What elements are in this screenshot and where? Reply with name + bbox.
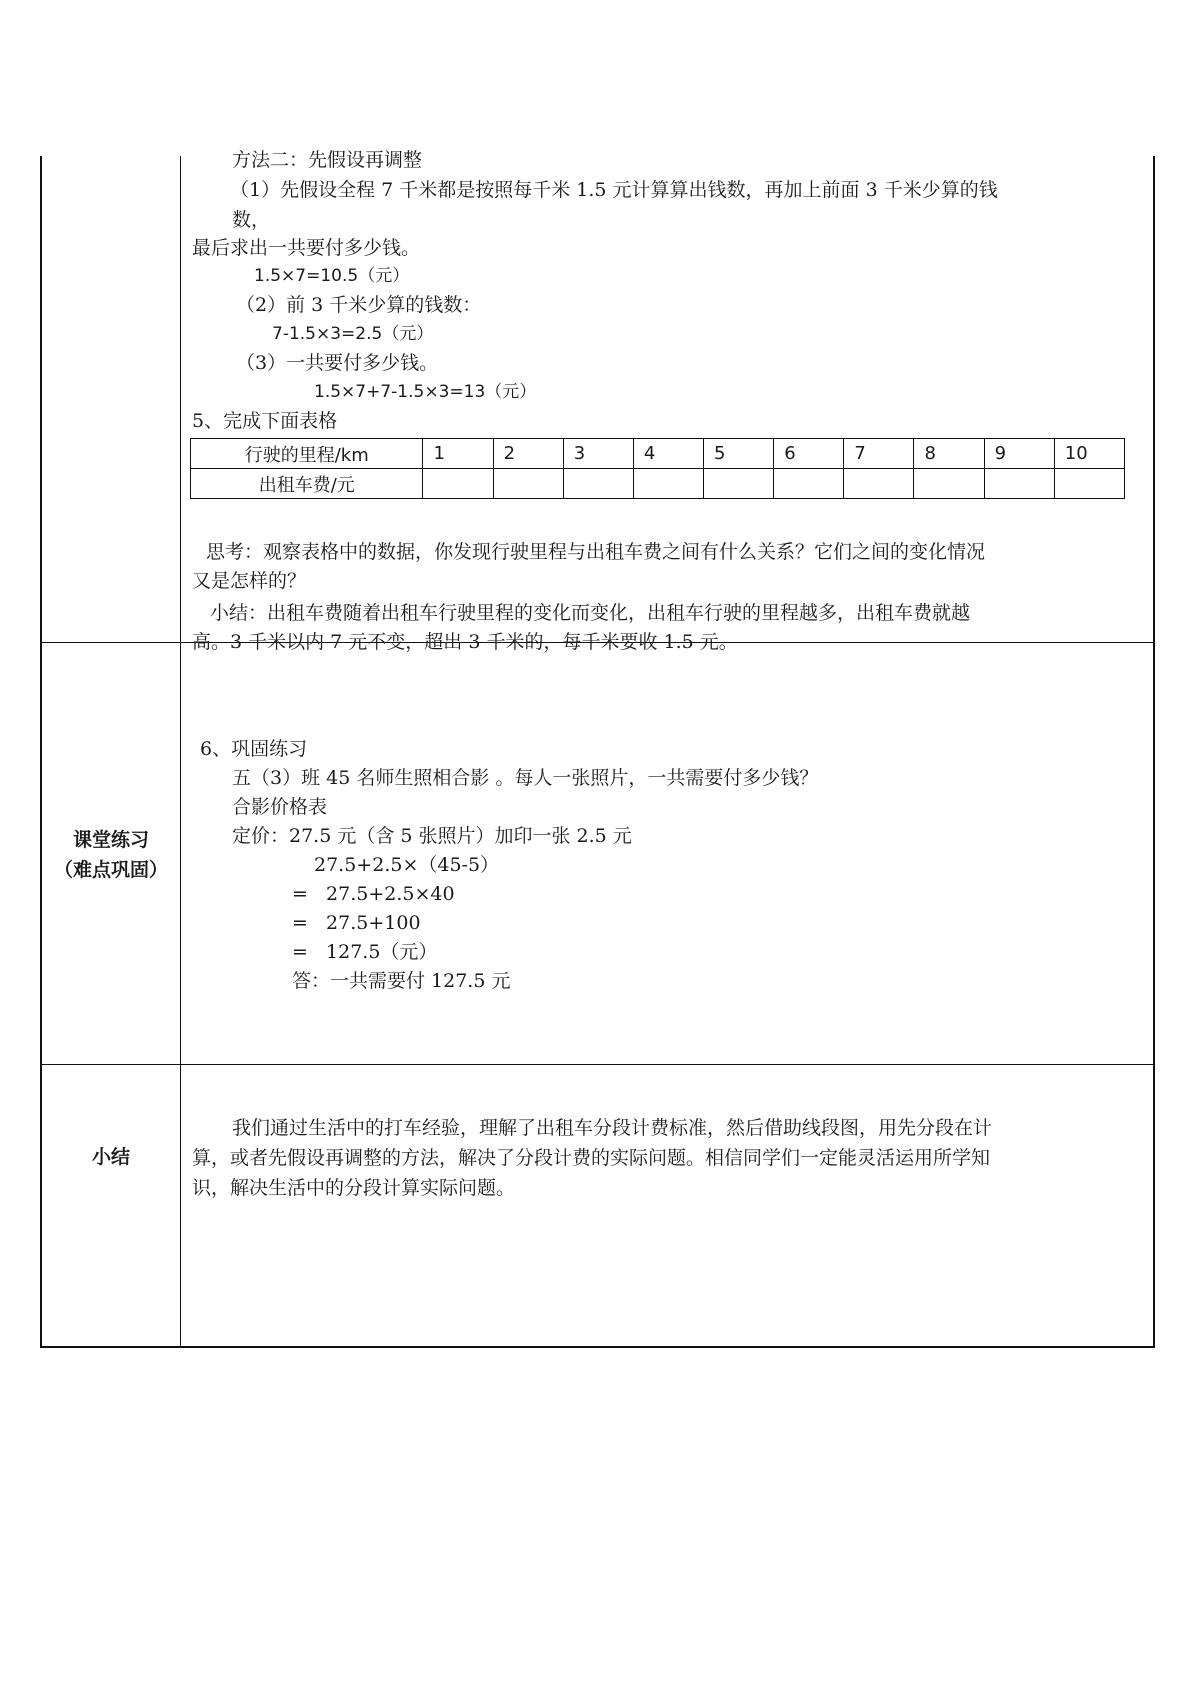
fare-row (191, 469, 1125, 499)
inline-summary-line2: 高。3 千米以内 7 元不变，超出 3 千米的，每千米要收 1.5 元。 (192, 631, 738, 653)
method2-step2: （2）前 3 千米少算的钱数： (236, 294, 482, 316)
inline-summary-line1: 小结：出租车费随着出租车行驶里程的变化而变化，出租车行驶的里程越多，出租车费就越 (210, 602, 971, 624)
fare-cell[interactable] (704, 469, 774, 499)
conclusion-line2: 算，或者先假设再调整的方法，解决了分段计费的实际问题。相信同学们一定能灵活运用所学知 (192, 1147, 991, 1169)
fare-cell[interactable] (844, 469, 914, 499)
practice-label (42, 825, 180, 885)
answer-text: 答：一共需要付 127.5 元 (292, 970, 511, 992)
row-divider-2 (42, 1064, 1153, 1065)
distance-cell: 6 (774, 439, 844, 469)
distance-cell: 5 (704, 439, 774, 469)
distance-cell: 2 (493, 439, 563, 469)
fare-cell[interactable] (633, 469, 703, 499)
conclusion-label: 小结 (91, 1146, 130, 1168)
table-task-title: 5、完成下面表格 (192, 410, 338, 432)
fare-table (190, 438, 1125, 499)
calc-line4: = 127.5（元） (292, 941, 438, 963)
column-divider (180, 156, 181, 1346)
method2-calc1: 1.5×7=10.5（元） (254, 266, 410, 286)
practice-label-line1: 课堂练习 (72, 829, 149, 851)
method2-title: 方法二：先假设再调整 (232, 149, 423, 171)
distance-cell: 8 (914, 439, 984, 469)
think-line2: 又是怎样的？ (192, 570, 307, 592)
distance-cell: 10 (1054, 439, 1124, 469)
practice-title: 6、巩固练习 (200, 738, 308, 760)
price-table-title: 合影价格表 (232, 796, 328, 818)
distance-row (191, 439, 1125, 469)
practice-label-line2: （难点巩固） (53, 859, 168, 881)
conclusion-line1: 我们通过生活中的打车经验，理解了出租车分段计费标准，然后借助线段图，用先分段在计 (232, 1117, 993, 1139)
method2-step1-line3: 最后求出一共要付多少钱。 (192, 237, 421, 259)
conclusion-line3: 识，解决生活中的分段计算实际问题。 (192, 1177, 516, 1199)
distance-cell: 9 (984, 439, 1054, 469)
lesson-table (40, 149, 1155, 1348)
fare-cell[interactable] (774, 469, 844, 499)
fare-cell[interactable] (914, 469, 984, 499)
method2-step1-line2: 数， (232, 209, 271, 231)
distance-cell: 7 (844, 439, 914, 469)
price-text: 定价：27.5 元（含 5 张照片）加印一张 2.5 元 (232, 825, 632, 847)
method2-calc3: 1.5×7+7-1.5×3=13（元） (314, 382, 537, 402)
distance-cell: 3 (563, 439, 633, 469)
think-line1: 思考：观察表格中的数据，你发现行驶里程与出租车费之间有什么关系？它们之间的变化情况 (206, 541, 986, 563)
practice-problem: 五（3）班 45 名师生照相合影 。每人一张照片，一共需要付多少钱？ (232, 767, 819, 789)
fare-cell[interactable] (563, 469, 633, 499)
distance-cell: 1 (423, 439, 493, 469)
fare-cell[interactable] (493, 469, 563, 499)
fare-header: 出租车费/元 (191, 469, 423, 499)
calc-line1: 27.5+2.5×（45-5） (314, 854, 500, 876)
fare-cell[interactable] (1054, 469, 1124, 499)
distance-cell: 4 (633, 439, 703, 469)
method2-calc2: 7-1.5×3=2.5（元） (272, 324, 434, 344)
distance-header: 行驶的里程/km (191, 439, 423, 469)
fare-cell[interactable] (984, 469, 1054, 499)
calc-line2: = 27.5+2.5×40 (292, 883, 455, 905)
calc-line3: = 27.5+100 (292, 912, 421, 934)
fare-cell[interactable] (423, 469, 493, 499)
method2-step1-line1: （1）先假设全程 7 千米都是按照每千米 1.5 元计算算出钱数，再加上前面 3 千米少算的钱 (230, 179, 998, 201)
method2-step3: （3）一共要付多少钱。 (236, 352, 439, 374)
